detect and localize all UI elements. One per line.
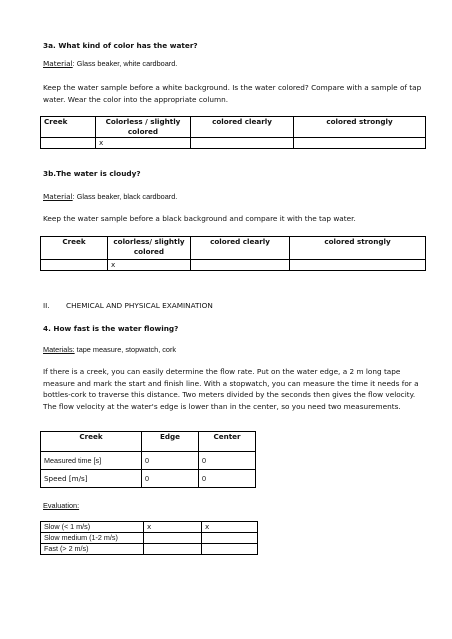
q3b-header-creek: Creek — [41, 237, 108, 260]
q3b-heading: 3b.The water is cloudy? — [43, 169, 141, 178]
q4-materials-label: Materials: — [43, 345, 75, 354]
q3b-instructions: Keep the water sample before a black background and compare it with the tap water. — [43, 214, 356, 223]
q3a-material-text: : Glass beaker, white cardboard. — [72, 59, 178, 68]
q3a-heading: 3a. What kind of color has the water? — [43, 41, 198, 50]
q4-instructions: If there is a creek, you can easily determine the flow rate. Put on the water edge, a 2 m long tape measure and mark the start and finish line. With a stopwatch, you can measure the time it needs for a bottles-cork to traverse this distance. Two meters divided by the seconds then gives the flow velocity. The flow velocity at the water's edge is lower than in the center, so you need two measurements. — [43, 367, 419, 411]
q3a-cell-colorless: x — [96, 138, 191, 149]
table-row — [41, 533, 258, 544]
q3a-material — [43, 58, 177, 69]
q3a-cell-clearly — [191, 138, 294, 149]
flow-edge-value: 0 — [142, 452, 199, 470]
q3a-material-label: Material — [43, 59, 73, 68]
flow-header-center: Center — [199, 432, 256, 452]
flow-measurement-table — [40, 431, 256, 488]
evaluation-center-mark — [202, 533, 258, 544]
q3a-cell-creek — [41, 138, 96, 149]
table-row — [41, 544, 258, 555]
flow-row-label: Measured time [s] — [41, 452, 142, 470]
q3b-cell-clearly — [191, 260, 290, 271]
evaluation-table — [40, 521, 258, 555]
evaluation-category: Slow (< 1 m/s) — [41, 522, 144, 533]
q3a-header-strongly: colored strongly — [294, 117, 426, 138]
q4-heading: 4. How fast is the water flowing? — [43, 324, 179, 333]
evaluation-center-mark — [202, 544, 258, 555]
table-row — [41, 470, 256, 488]
q3b-material-label: Material — [43, 192, 73, 201]
evaluation-edge-mark — [144, 544, 202, 555]
q3b-header-clearly: colored clearly — [191, 237, 290, 260]
q3a-instructions: Keep the water sample before a white background. Is the water colored? Compare with a sample of tap water. Wear the color into the appropriate column. — [43, 83, 422, 104]
evaluation-edge-mark — [144, 533, 202, 544]
evaluation-edge-mark: x — [144, 522, 202, 533]
q3b-cell-creek — [41, 260, 108, 271]
q3a-header-colorless: Colorless / slightly colored — [96, 117, 191, 138]
q4-materials-text: tape measure, stopwatch, cork — [74, 345, 177, 354]
q3b-cloudy-table — [40, 236, 426, 271]
q3b-cell-strongly — [290, 260, 426, 271]
flow-row-label: Speed [m/s] — [41, 470, 142, 488]
q3a-header-clearly: colored clearly — [191, 117, 294, 138]
flow-header-creek: Creek — [41, 432, 142, 452]
flow-center-value: 0 — [199, 470, 256, 488]
q3b-material — [43, 191, 177, 202]
q3a-color-table — [40, 116, 426, 149]
evaluation-center-mark: x — [202, 522, 258, 533]
q3a-cell-strongly — [294, 138, 426, 149]
section2-numeral: II. — [43, 301, 50, 310]
q3b-material-text: : Glass beaker, black cardboard. — [72, 192, 178, 201]
table-row — [41, 522, 258, 533]
table-row — [41, 452, 256, 470]
evaluation-category: Slow medium (1-2 m/s) — [41, 533, 144, 544]
q4-materials — [43, 344, 176, 355]
evaluation-label: Evaluation: — [43, 501, 80, 510]
flow-edge-value: 0 — [142, 470, 199, 488]
evaluation-category: Fast (> 2 m/s) — [41, 544, 144, 555]
q3a-header-creek: Creek — [41, 117, 96, 138]
flow-header-edge: Edge — [142, 432, 199, 452]
q3b-header-colorless: colorless/ slightly colored — [108, 237, 191, 260]
q3b-header-strongly: colored strongly — [290, 237, 426, 260]
flow-center-value: 0 — [199, 452, 256, 470]
section2-title: CHEMICAL AND PHYSICAL EXAMINATION — [66, 301, 213, 310]
q3b-cell-colorless: x — [108, 260, 191, 271]
